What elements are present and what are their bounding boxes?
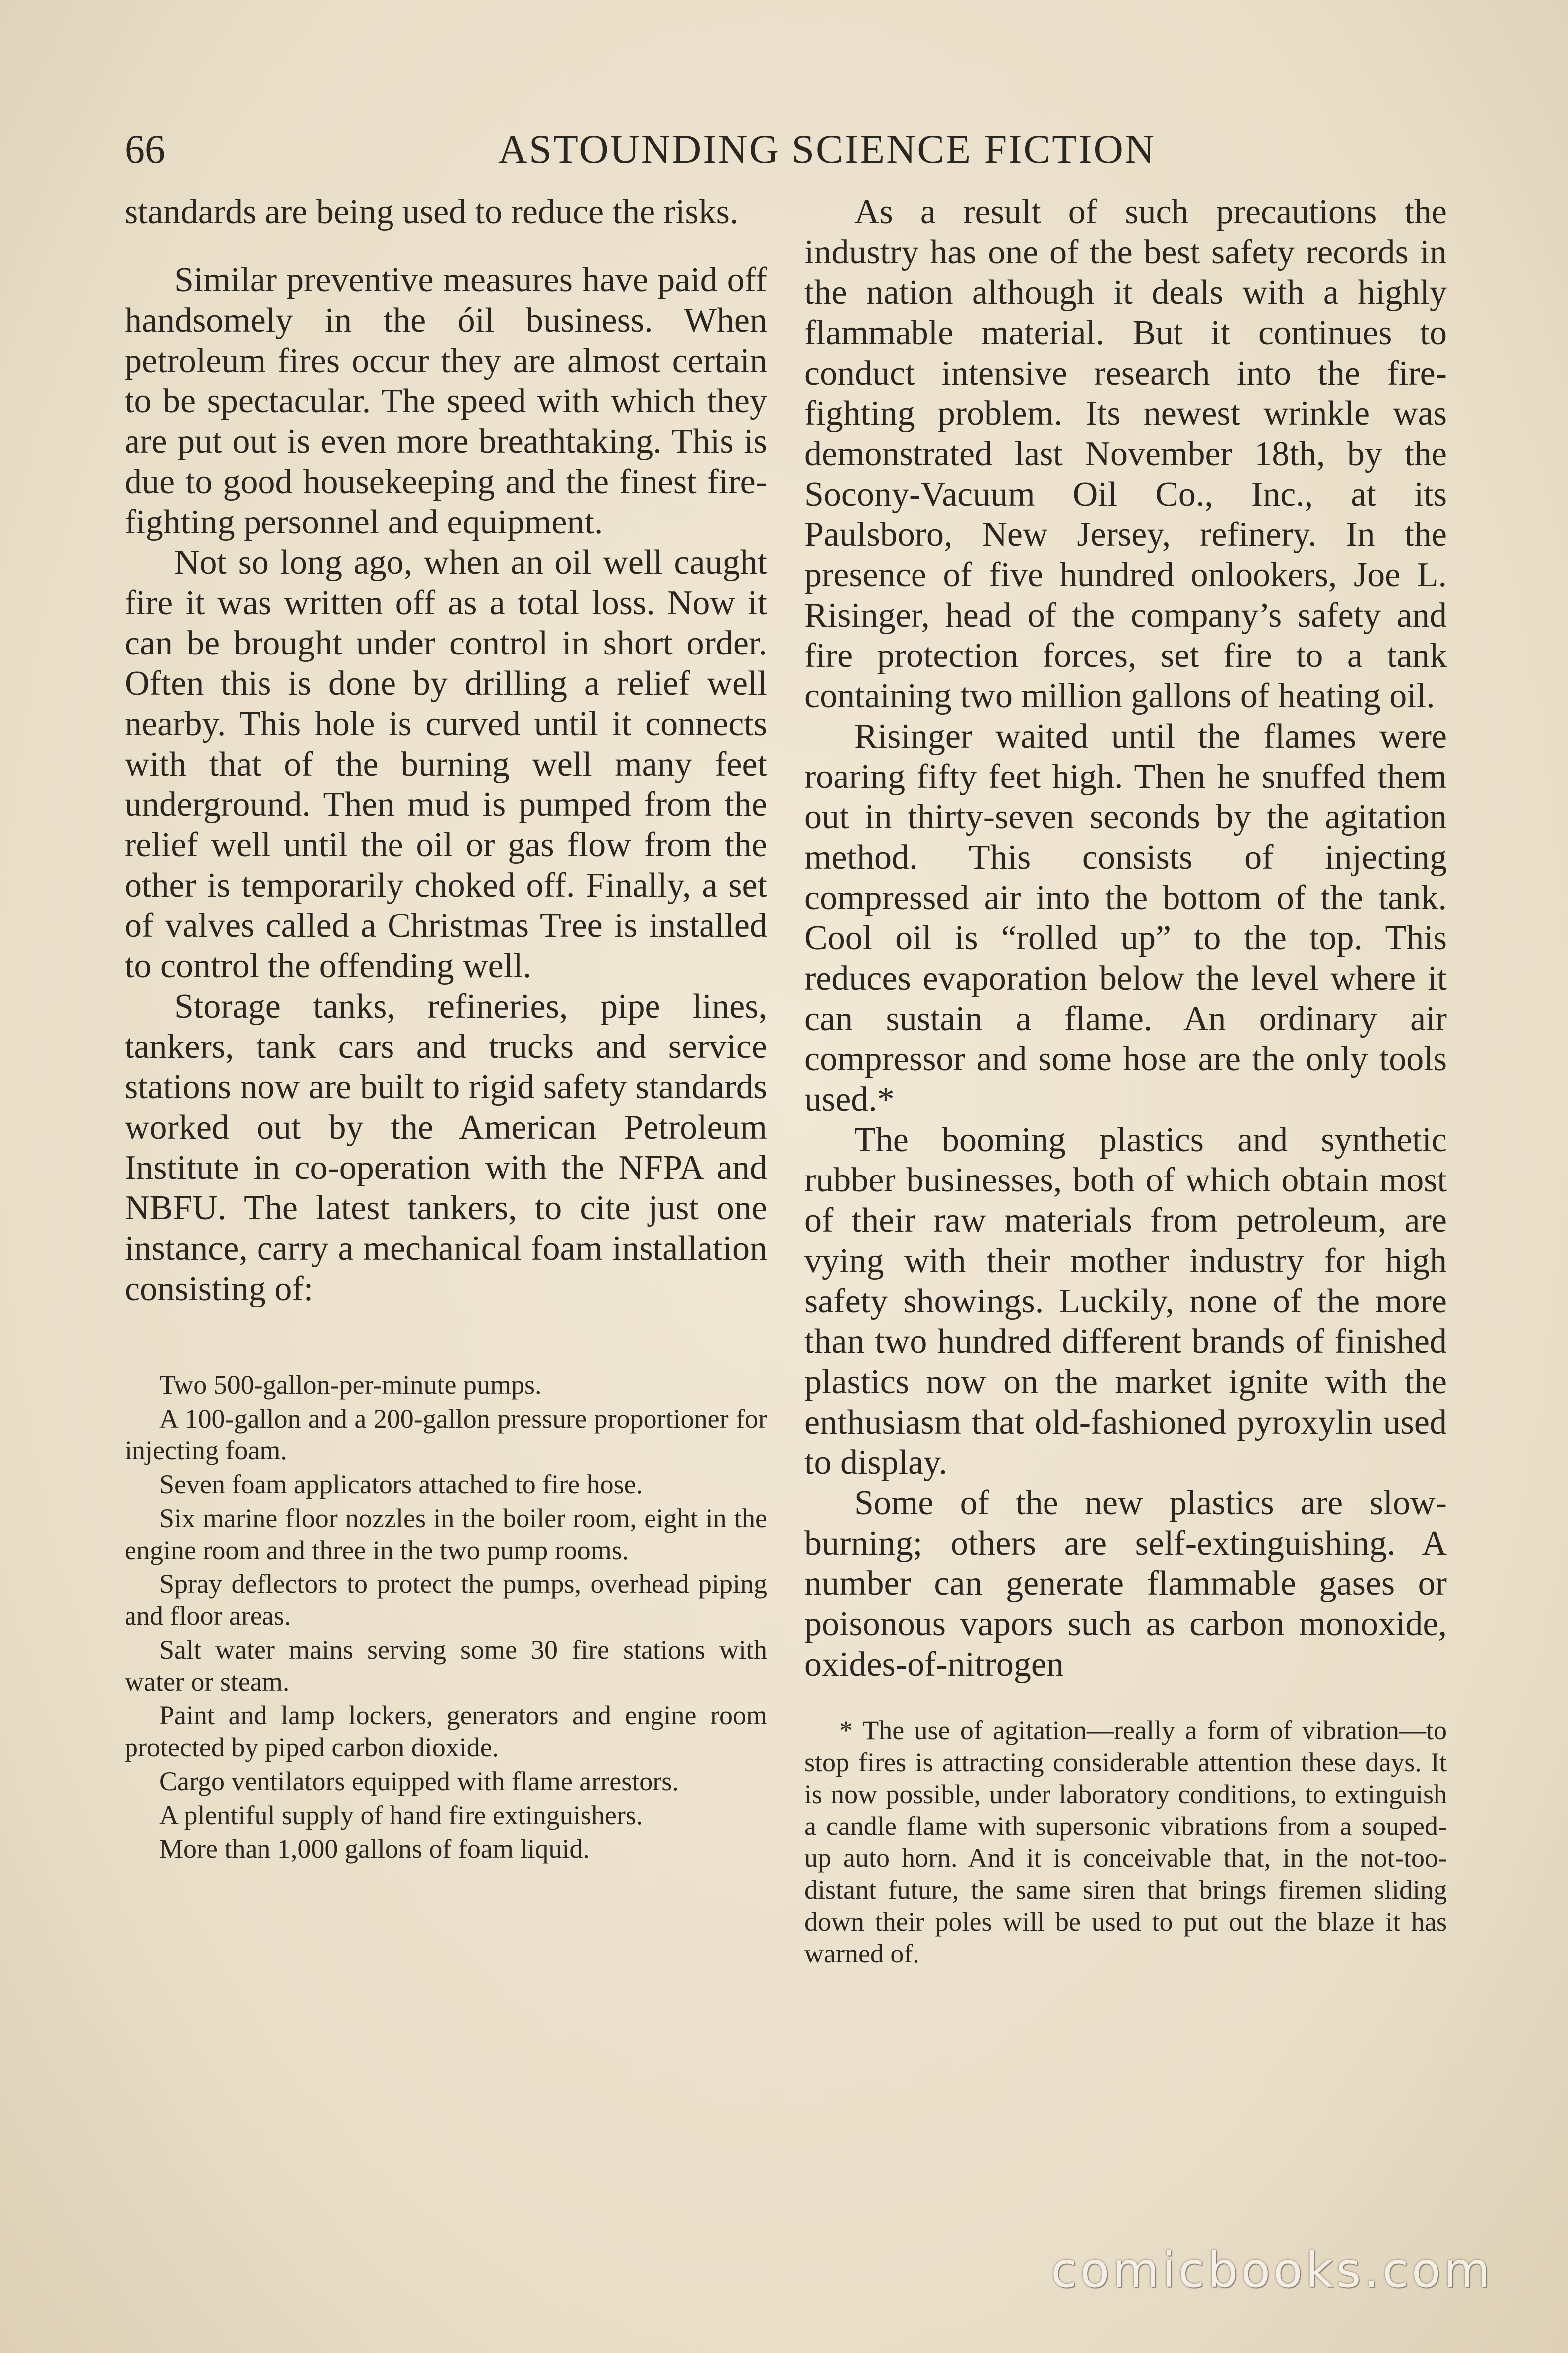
list-item: A 100-gallon and a 200-gallon pressure proportioner for injecting foam. (125, 1404, 767, 1465)
paragraph: As a result of such precautions the industry has one of the best safety records in the nation although it deals with a highly flammable material. But it continues to conduct intensive research into the fire-fighting problem. Its newest wrinkle was demonstrated last November 18th, by the Socony-Vacuum Oil Co., Inc., at its Paulsboro, New Jersey, refinery. In the presence of five hundred onlookers, Joe L. Risinger, head of the company’s safety and fire protection forces, set fire to a tank containing two million gallons of heating oil. (804, 193, 1447, 715)
paragraph: standards are being used to reduce the risks. (125, 193, 739, 231)
list-item: Six marine floor nozzles in the boiler room, eight in the engine room and three in the two pump rooms. (125, 1503, 767, 1565)
list-item: Spray deflectors to protect the pumps, overhead piping and floor areas. (125, 1569, 767, 1631)
list-item: A plentiful supply of hand fire extinguishers. (159, 1800, 643, 1830)
list-item: Paint and lamp lockers, generators and engine room protected by piped carbon dioxide. (125, 1700, 767, 1762)
right-column (804, 192, 1447, 1996)
paragraph: Storage tanks, refineries, pipe lines, tankers, tank cars and trucks and service stations now are built to rigid safety standards worked out by the American Petroleum Institute in co-operation with the NFPA and NBFU. The latest tankers, to cite just one instance, carry a mechanical foam installation consisting of: (125, 987, 767, 1308)
footnote: * The use of agitation—really a form of vibration—to stop fires is attracting considerable attention these days. It is now possible, under laboratory conditions, to extinguish a candle flame with supersonic vibrations from a souped-up auto horn. And it is conceivable that, in the not-too-distant future, the same siren that brings firemen sliding down their poles will be used to put out the blaze it has warned of. (804, 1715, 1447, 1968)
list-item: More than 1,000 gallons of foam liquid. (159, 1834, 590, 1864)
watermark: comicbooks.com (1050, 2242, 1493, 2298)
running-title: ASTOUNDING SCIENCE FICTION (498, 127, 1156, 172)
page-number: 66 (125, 127, 165, 172)
paragraph: Similar preventive measures have paid off handsomely in the óil business. When petroleum fires occur they are almost certain to be spectacular. The speed with which they are put out is even more breathtaking. This is due to good housekeeping and the finest fire-fighting personnel and equipment. (125, 261, 767, 541)
paragraph: Risinger waited until the flames were roaring fifty feet high. Then he snuffed them out in thirty-seven seconds by the agitation method. This consists of injecting compressed air into the bottom of the tank. Cool oil is “rolled up” to the top. This reduces evaporation below the level where it can sustain a flame. An ordinary air compressor and some hose are the only tools used.* (804, 717, 1447, 1119)
list-item: Salt water mains serving some 30 fire stations with water or steam. (125, 1635, 767, 1697)
left-column (125, 192, 767, 1867)
paragraph: Not so long ago, when an oil well caught fire it was written off as a total loss. Now it can be brought under control in short order. Often this is done by drilling a relief well nearby. This hole is curved until it connects with that of the burning well many feet underground. Then mud is pumped from the relief well until the oil or gas flow from the other is temporarily choked off. Finally, a set of valves called a Christmas Tree is installed to control the offending well. (125, 543, 767, 985)
page-header (125, 125, 1449, 174)
list-item: Two 500-gallon-per-minute pumps. (159, 1370, 542, 1400)
equipment-list (125, 1369, 767, 1865)
paragraph: The booming plastics and synthetic rubber businesses, both of which obtain most of their raw materials from petroleum, are vying with their mother industry for high safety showings. Luckily, none of the more than two hundred different brands of finished plastics now on the market ignite with the enthusiasm that old-fashioned pyroxylin used to display. (804, 1121, 1447, 1482)
list-item: Cargo ventilators equipped with flame arrestors. (159, 1766, 679, 1796)
paragraph: Some of the new plastics are slow-burning; others are self-extinguishing. A number can generate flammable gases or poisonous vapors such as carbon monoxide, oxides-of-nitrogen (804, 1484, 1447, 1684)
paragraph-gap (125, 232, 767, 260)
list-item: Seven foam applicators attached to fire hose. (159, 1469, 643, 1499)
